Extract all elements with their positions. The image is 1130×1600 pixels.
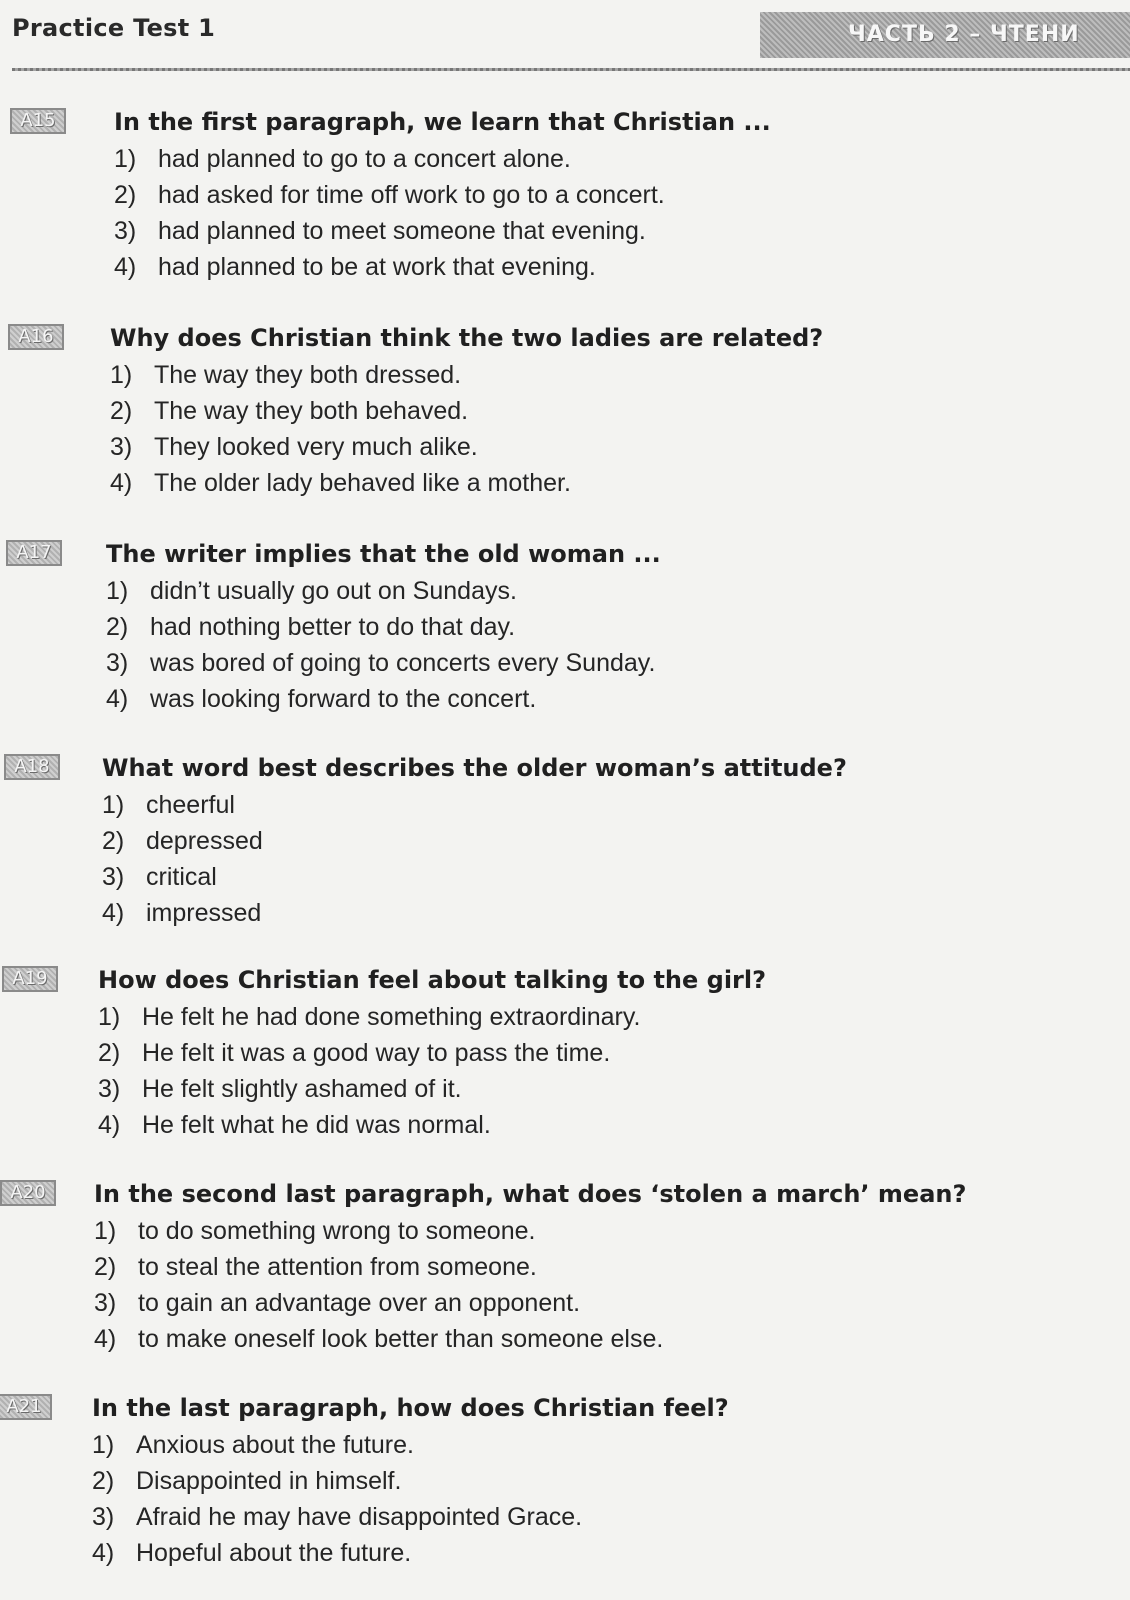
answer-option[interactable]: [102, 860, 263, 896]
option-number: 2): [110, 397, 133, 425]
option-text: The way they both behaved.: [154, 397, 469, 425]
option-text: The older lady behaved like a mother.: [154, 469, 571, 497]
section-tab-label: ЧАСТЬ 2 – ЧТЕНИ: [848, 22, 1080, 47]
answer-option[interactable]: [106, 610, 655, 646]
option-number: 4): [102, 899, 125, 927]
option-number: 2): [102, 827, 125, 855]
option-number: 2): [98, 1039, 121, 1067]
option-text: didn’t usually go out on Sundays.: [150, 577, 517, 605]
answer-option[interactable]: [102, 896, 263, 932]
answer-option[interactable]: [98, 1000, 640, 1036]
answer-options: [102, 788, 263, 932]
option-text: Afraid he may have disappointed Grace.: [136, 1503, 583, 1531]
option-number: 4): [110, 469, 133, 497]
option-text: had planned to be at work that evening.: [158, 253, 596, 281]
page-header: [0, 0, 1130, 70]
option-text: to steal the attention from someone.: [138, 1253, 537, 1281]
question-number-badge: A17: [6, 540, 62, 566]
answer-options: [92, 1428, 582, 1572]
question-number-badge: A18: [4, 754, 60, 780]
option-number: 1): [94, 1217, 117, 1245]
option-number: 1): [98, 1003, 121, 1031]
option-text: impressed: [146, 899, 262, 927]
question-stem: What word best describes the older woman’s attitude?: [102, 754, 847, 782]
answer-option[interactable]: [98, 1072, 640, 1108]
question-stem: Why does Christian think the two ladies are related?: [110, 324, 824, 352]
answer-option[interactable]: [94, 1286, 663, 1322]
question-number-badge: A15: [10, 108, 66, 134]
question-number-badge: A16: [8, 324, 64, 350]
answer-option[interactable]: [114, 214, 665, 250]
option-number: 1): [102, 791, 125, 819]
question-stem: The writer implies that the old woman ...: [106, 540, 661, 568]
answer-option[interactable]: [114, 142, 665, 178]
option-number: 3): [98, 1075, 121, 1103]
option-number: 4): [106, 685, 129, 713]
page-title: Practice Test 1: [12, 14, 216, 42]
answer-option[interactable]: [98, 1036, 640, 1072]
answer-option[interactable]: [92, 1464, 582, 1500]
option-number: 4): [94, 1325, 117, 1353]
answer-option[interactable]: [114, 250, 665, 286]
option-number: 4): [98, 1111, 121, 1139]
option-number: 3): [92, 1503, 115, 1531]
question-stem: In the second last paragraph, what does ‘stolen a march’ mean?: [94, 1180, 967, 1208]
question-stem: In the last paragraph, how does Christian feel?: [92, 1394, 729, 1422]
option-number: 4): [114, 253, 137, 281]
option-text: had asked for time off work to go to a concert.: [158, 181, 665, 209]
option-text: had nothing better to do that day.: [150, 613, 516, 641]
option-number: 1): [92, 1431, 115, 1459]
answer-option[interactable]: [110, 394, 571, 430]
answer-option[interactable]: [102, 788, 263, 824]
option-text: to do something wrong to someone.: [138, 1217, 536, 1245]
answer-option[interactable]: [114, 178, 665, 214]
option-text: cheerful: [146, 791, 235, 819]
option-text: had planned to meet someone that evening.: [158, 217, 646, 245]
answer-option[interactable]: [106, 646, 655, 682]
option-number: 1): [106, 577, 129, 605]
option-text: Anxious about the future.: [136, 1431, 414, 1459]
answer-option[interactable]: [110, 430, 571, 466]
question-number-badge: A19: [2, 966, 58, 992]
option-text: had planned to go to a concert alone.: [158, 145, 571, 173]
option-number: 3): [102, 863, 125, 891]
option-text: depressed: [146, 827, 263, 855]
answer-option[interactable]: [102, 824, 263, 860]
answer-options: [98, 1000, 640, 1144]
answer-option[interactable]: [92, 1536, 582, 1572]
answer-option[interactable]: [98, 1108, 640, 1144]
answer-option[interactable]: [106, 682, 655, 718]
option-text: to make oneself look better than someone else.: [138, 1325, 664, 1353]
answer-options: [106, 574, 655, 718]
option-text: He felt he had done something extraordinary.: [142, 1003, 641, 1031]
option-text: Disappointed in himself.: [136, 1467, 402, 1495]
answer-options: [114, 142, 665, 286]
answer-option[interactable]: [92, 1428, 582, 1464]
answer-options: [110, 358, 571, 502]
option-number: 2): [114, 181, 137, 209]
option-text: He felt it was a good way to pass the time.: [142, 1039, 611, 1067]
option-number: 2): [92, 1467, 115, 1495]
option-text: They looked very much alike.: [154, 433, 478, 461]
answer-options: [94, 1214, 663, 1358]
option-number: 1): [110, 361, 133, 389]
header-divider: [12, 68, 1130, 71]
option-number: 2): [106, 613, 129, 641]
section-tab: [760, 12, 1130, 58]
option-number: 2): [94, 1253, 117, 1281]
option-text: critical: [146, 863, 217, 891]
option-text: The way they both dressed.: [154, 361, 462, 389]
question-number-badge: A21: [0, 1394, 52, 1420]
option-number: 1): [114, 145, 137, 173]
option-number: 4): [92, 1539, 115, 1567]
question-number-badge: A20: [0, 1180, 56, 1206]
option-text: was bored of going to concerts every Sunday.: [150, 649, 656, 677]
answer-option[interactable]: [94, 1250, 663, 1286]
answer-option[interactable]: [92, 1500, 582, 1536]
answer-option[interactable]: [94, 1214, 663, 1250]
question-stem: How does Christian feel about talking to the girl?: [98, 966, 767, 994]
option-text: to gain an advantage over an opponent.: [138, 1289, 581, 1317]
option-number: 3): [94, 1289, 117, 1317]
option-text: He felt what he did was normal.: [142, 1111, 491, 1139]
option-text: Hopeful about the future.: [136, 1539, 412, 1567]
option-number: 3): [106, 649, 129, 677]
option-text: was looking forward to the concert.: [150, 685, 537, 713]
option-number: 3): [114, 217, 137, 245]
option-number: 3): [110, 433, 133, 461]
question-stem: In the first paragraph, we learn that Christian ...: [114, 108, 771, 136]
option-text: He felt slightly ashamed of it.: [142, 1075, 462, 1103]
answer-option[interactable]: [110, 466, 571, 502]
answer-option[interactable]: [94, 1322, 663, 1358]
answer-option[interactable]: [106, 574, 655, 610]
answer-option[interactable]: [110, 358, 571, 394]
